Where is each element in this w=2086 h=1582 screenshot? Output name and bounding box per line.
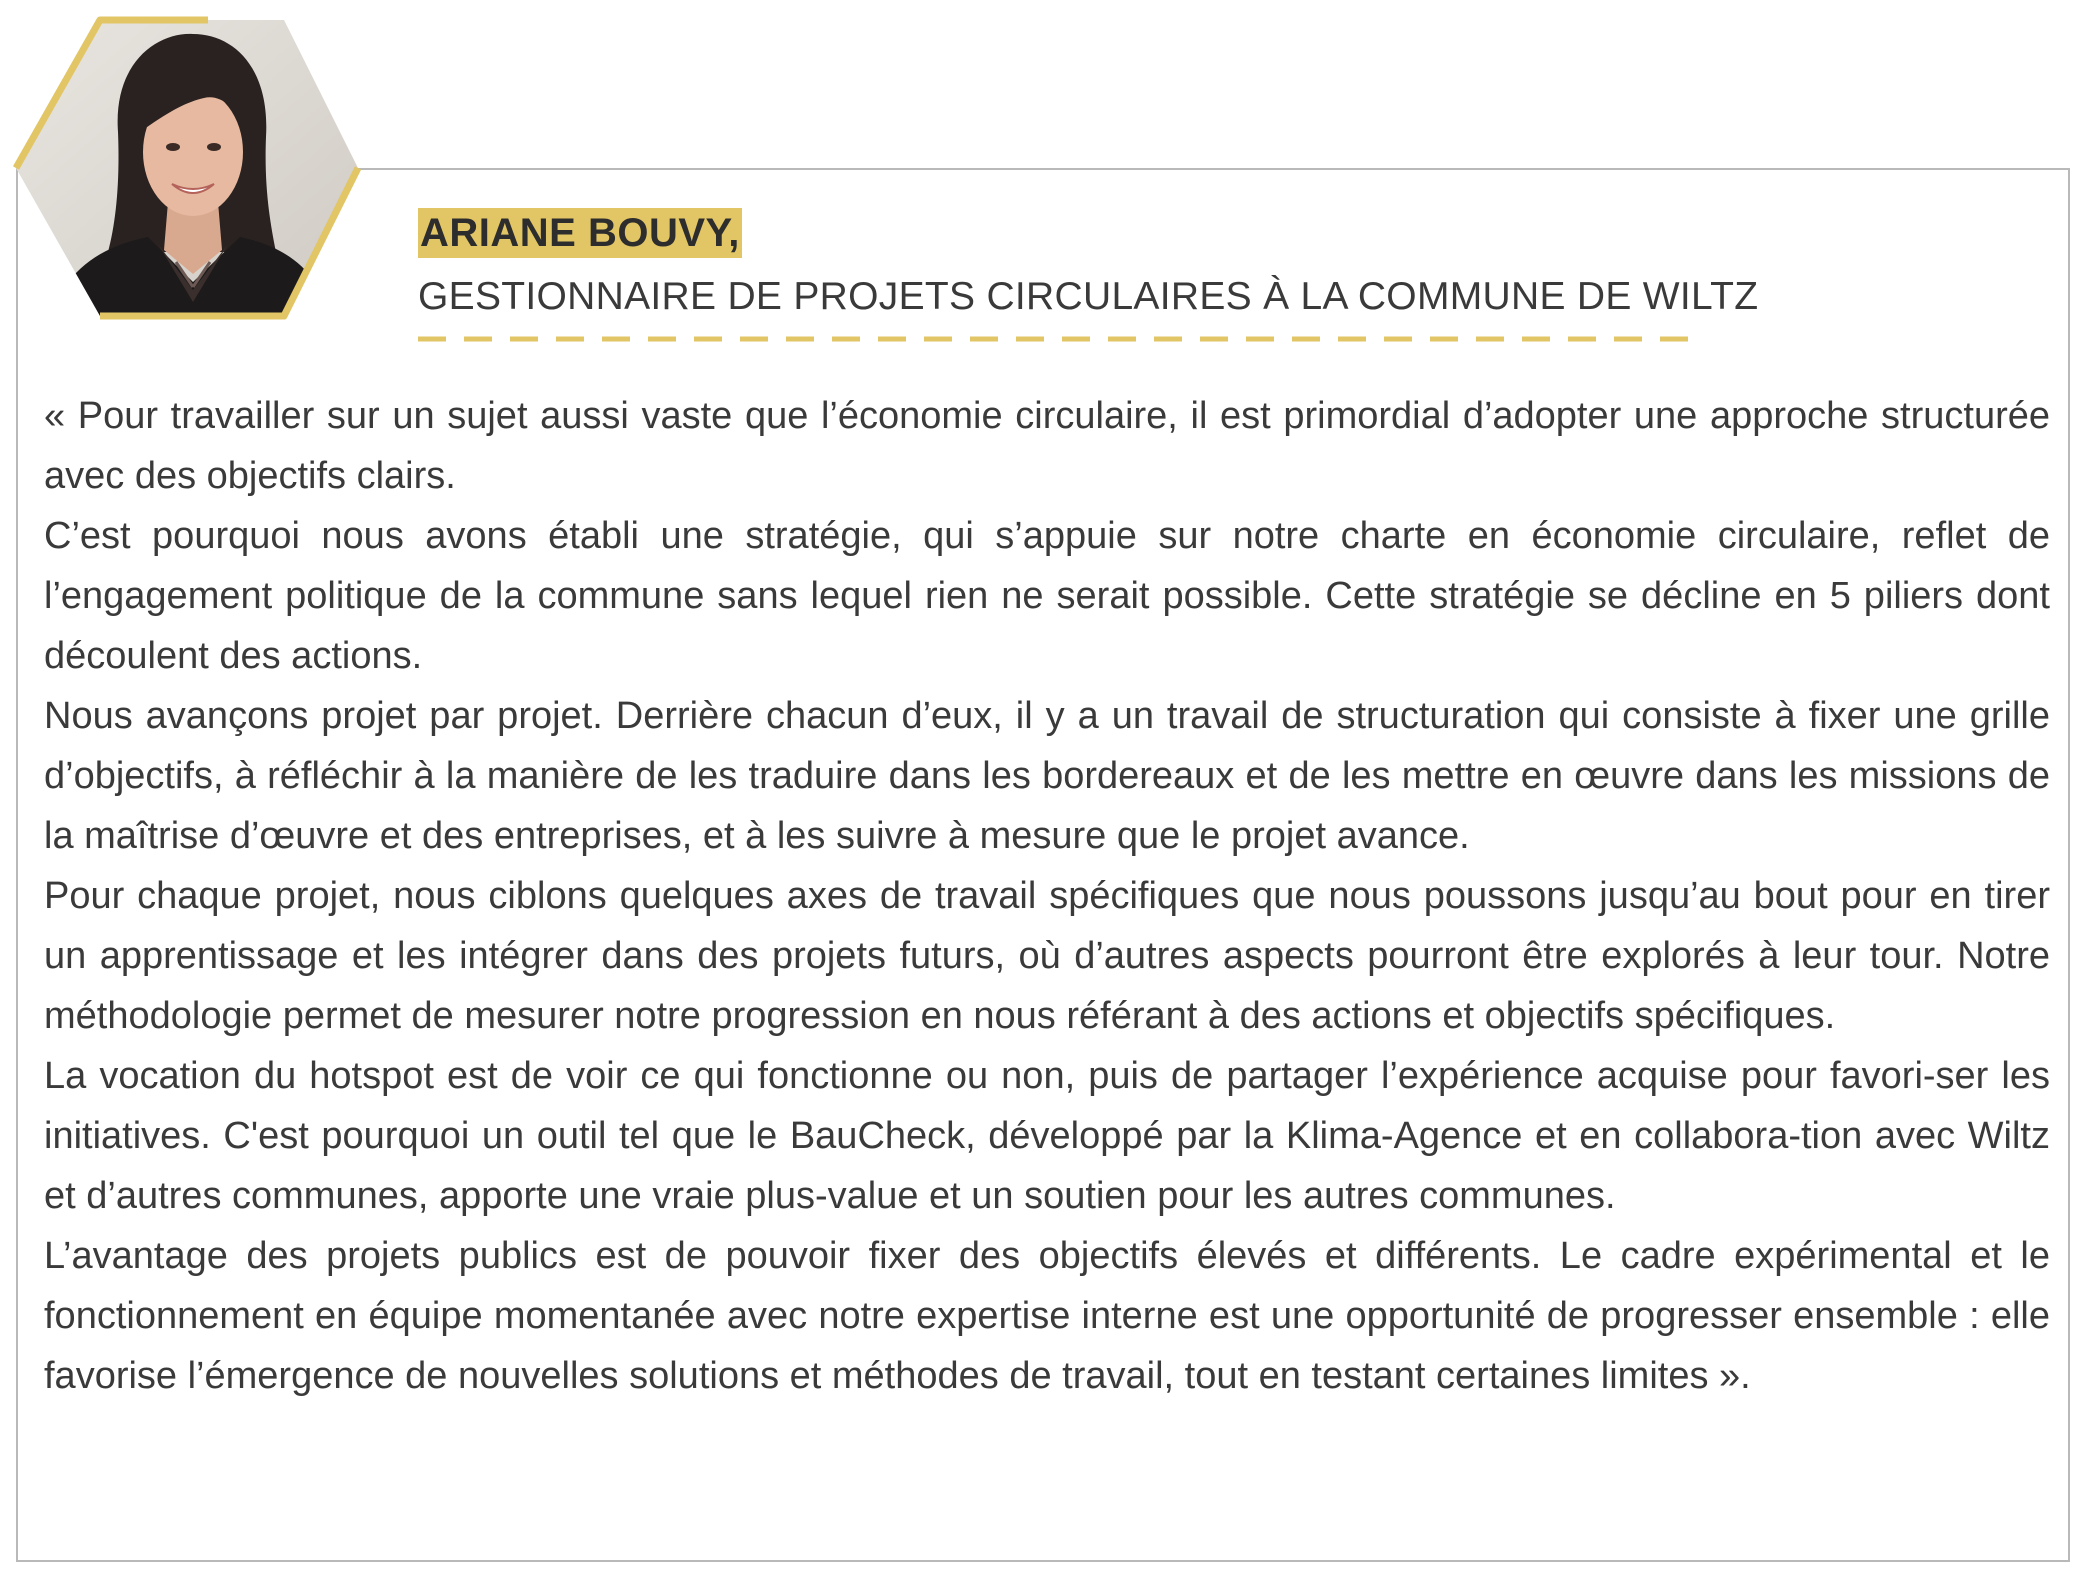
- person-role: GESTIONNAIRE DE PROJETS CIRCULAIRES À LA COMMUNE DE WILTZ: [418, 275, 1759, 318]
- quote-paragraph: L’avantage des projets publics est de pouvoir fixer des objectifs élevés et différents. Le cadre expérimental et le fonctionnement en équipe momentanée avec notre expertise interne est une opportunité de progresser ensemble : elle favorise l’émergence de nouvelles solutions et méthodes de travail, tout en testant certaines limites ».: [44, 1235, 2050, 1397]
- portrait-photo: [8, 12, 366, 324]
- quote-paragraph: La vocation du hotspot est de voir ce qui fonctionne ou non, puis de partager l’expérience acquise pour favori-ser les initiatives. C'est pourquoi un outil tel que le BauCheck, développé par la Klima-Agence et en collabora-tion avec Wiltz et d’autres communes, apporte une vraie plus-value et un soutien pour les autres communes.: [44, 1055, 2050, 1217]
- quote-paragraph: Pour chaque projet, nous ciblons quelques axes de travail spécifiques que nous poussons jusqu’au bout pour en tirer un apprentissage et les intégrer dans des projets futurs, où d’autres aspects pourront être explorés à leur tour. Notre méthodologie permet de mesurer notre progression en nous référant à des actions et objectifs spécifiques.: [44, 875, 2050, 1037]
- quote-text: [44, 386, 2050, 1406]
- quote-paragraph: Nous avançons projet par projet. Derrière chacun d’eux, il y a un travail de structuration qui consiste à fixer une grille d’objectifs, à réfléchir à la manière de les traduire dans les bordereaux et de les mettre en œuvre dans les missions de la maîtrise d’œuvre et des entreprises, et à les suivre à mesure que le projet avance.: [44, 695, 2050, 857]
- quote-paragraph: « Pour travailler sur un sujet aussi vaste que l’économie circulaire, il est primordial d’adopter une approche structurée avec des objectifs clairs.: [44, 395, 2050, 497]
- gold-dashed-divider: [418, 336, 1692, 342]
- person-name: ARIANE BOUVY,: [418, 208, 742, 258]
- avatar: [8, 12, 366, 324]
- quote-paragraph: C’est pourquoi nous avons établi une stratégie, qui s’appuie sur notre charte en économie circulaire, reflet de l’engagement politique de la commune sans lequel rien ne serait possible. Cette stratégie se décline en 5 piliers dont découlent des actions.: [44, 515, 2050, 677]
